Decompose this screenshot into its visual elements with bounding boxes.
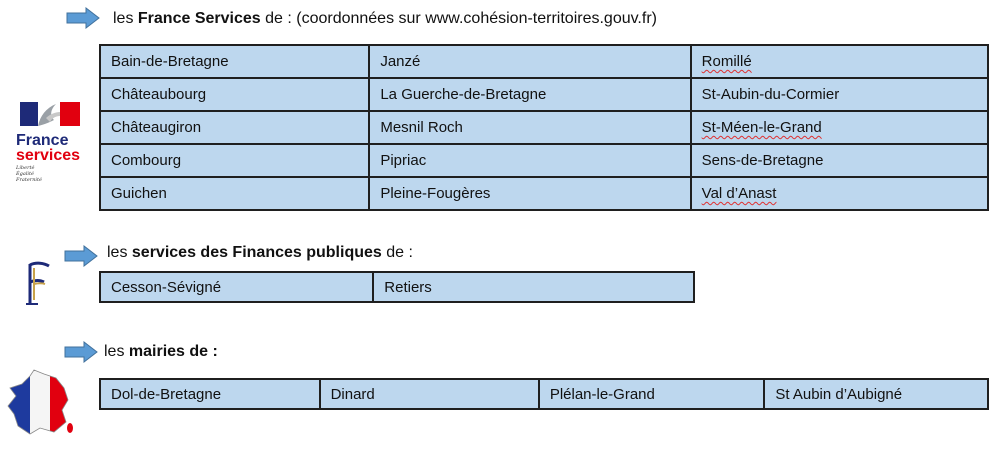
heading-text: les xyxy=(104,343,129,360)
right-arrow-icon xyxy=(64,341,98,363)
table-cell: Plélan-le-Grand xyxy=(539,379,765,409)
table-cell: St Aubin d’Aubigné xyxy=(764,379,988,409)
table-cell xyxy=(691,45,988,78)
table-cell: Guichen xyxy=(100,177,369,210)
table-cell: St-Aubin-du-Cormier xyxy=(691,78,988,111)
table-row xyxy=(100,144,988,177)
table-cell xyxy=(691,111,988,144)
cell-text: Val d’Anast xyxy=(701,185,777,202)
mairies-table xyxy=(99,378,989,410)
heading-text: les xyxy=(107,244,132,261)
table-cell: Pipriac xyxy=(369,144,690,177)
logo-text-france: France xyxy=(16,132,69,149)
table-cell: Retiers xyxy=(373,272,694,302)
france-services-heading xyxy=(113,10,657,28)
table-row xyxy=(100,177,988,210)
table-cell: Mesnil Roch xyxy=(369,111,690,144)
heading-bold-text: de : xyxy=(184,343,218,360)
heading-text: les xyxy=(113,10,138,27)
logo-motto: Liberté Égalité Fraternité xyxy=(16,165,42,183)
finances-publiques-logo xyxy=(20,260,52,306)
heading-bold-text: France Services xyxy=(137,10,261,27)
france-services-table xyxy=(99,44,989,211)
table-cell: Châteaubourg xyxy=(100,78,369,111)
finances-heading xyxy=(107,244,413,262)
table-cell: Cesson-Sévigné xyxy=(100,272,373,302)
right-arrow-icon xyxy=(66,7,100,29)
heading-bold-text: services des Finances publiques xyxy=(131,244,382,261)
cell-text: Romillé xyxy=(701,53,752,70)
table-cell: Dinard xyxy=(320,379,539,409)
table-cell: Bain-de-Bretagne xyxy=(100,45,369,78)
table-cell: La Guerche-de-Bretagne xyxy=(369,78,690,111)
finances-table xyxy=(99,271,695,303)
table-cell: Janzé xyxy=(369,45,690,78)
table-row xyxy=(100,379,988,409)
table-cell: Sens-de-Bretagne xyxy=(691,144,988,177)
marianne-icon xyxy=(16,100,82,128)
table-row xyxy=(100,272,694,302)
table-cell: Pleine-Fougères xyxy=(369,177,690,210)
table-row xyxy=(100,111,988,144)
table-row xyxy=(100,45,988,78)
heading-text: de : xyxy=(381,244,413,261)
heading-text: de : (coordonnées sur www.cohésion-territoires.gouv.fr) xyxy=(260,10,657,27)
logo-text-services: services xyxy=(16,147,81,164)
heading-bold-text: mairies xyxy=(128,343,185,360)
cell-text: St-Méen-le-Grand xyxy=(701,119,822,136)
table-cell: Châteaugiron xyxy=(100,111,369,144)
table-row xyxy=(100,78,988,111)
mairies-heading xyxy=(104,343,218,361)
france-flag-map-icon xyxy=(4,366,76,438)
table-cell xyxy=(691,177,988,210)
right-arrow-icon xyxy=(64,245,98,267)
table-cell: Combourg xyxy=(100,144,369,177)
france-services-logo xyxy=(16,100,86,190)
table-cell: Dol-de-Bretagne xyxy=(100,379,320,409)
